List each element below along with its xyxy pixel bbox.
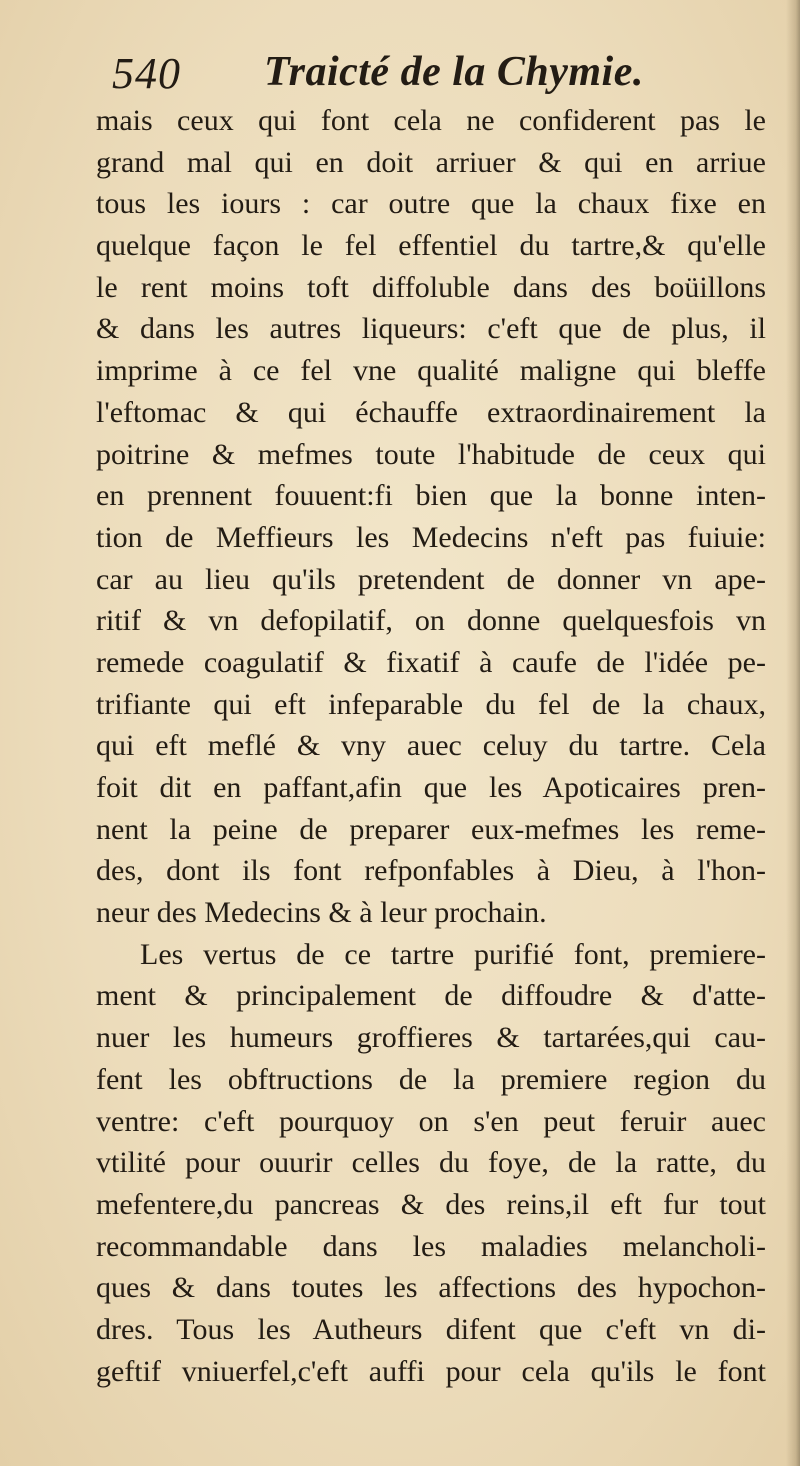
text-line: grand mal qui en doit arriuer & qui en arriue	[96, 145, 766, 179]
text-line: ment & principalement de diffoudre & d'atte-	[96, 979, 766, 1013]
text-line: car au lieu qu'ils pretendent de donner vn ape-	[96, 562, 766, 596]
text-line: vtilité pour ouurir celles du foye, de la ratte, du	[96, 1146, 766, 1180]
text-line: remede coagulatif & fixatif à caufe de l'idée pe-	[96, 645, 766, 679]
text-line: dres. Tous les Autheurs difent que c'eft vn di-	[96, 1312, 766, 1346]
text-line: ritif & vn defopilatif, on donne quelquesfois vn	[96, 604, 766, 638]
text-line: le rent moins toft diffoluble dans des boüillons	[96, 270, 766, 304]
text-line: geftif vniuerfel,c'eft auffi pour cela qu'ils le font	[96, 1354, 766, 1388]
text-line: mefentere,du pancreas & des reins,il eft fur tout	[96, 1187, 766, 1221]
text-line: tion de Meffieurs les Medecins n'eft pas fuiuie:	[96, 520, 766, 554]
text-line: poitrine & mefmes toute l'habitude de ceux qui	[96, 437, 766, 471]
text-line: l'eftomac & qui échauffe extraordinairement la	[96, 395, 766, 429]
text-line: qui eft meflé & vny auec celuy du tartre. Cela	[96, 729, 766, 763]
text-line: mais ceux qui font cela ne confiderent pas le	[96, 104, 766, 137]
text-line: nent la peine de preparer eux-mefmes les reme-	[96, 812, 766, 846]
text-line: nuer les humeurs groffieres & tartarées,qui cau-	[96, 1021, 766, 1055]
text-line: foit dit en paffant,afin que les Apoticaires pren-	[96, 771, 766, 804]
running-title: Traicté de la Chymie.	[264, 49, 644, 95]
text-line: recommandable dans les maladies melancholi-	[96, 1229, 766, 1263]
text-line-paragraph-start: Les vertus de ce tartre purifié font, premiere-	[140, 937, 766, 971]
text-line: tous les iours : car outre que la chaux fixe en	[96, 187, 766, 221]
text-line: en prennent fouuent:fi bien que la bonne inten-	[96, 479, 766, 513]
text-line: & dans les autres liqueurs: c'eft que de plus, il	[96, 312, 766, 346]
text-line: trifiante qui eft infeparable du fel de la chaux,	[96, 687, 766, 721]
text-line: ventre: c'eft pourquoy on s'en peut feruir auec	[96, 1104, 766, 1138]
page-header	[112, 48, 672, 108]
page-edge-shadow	[786, 0, 800, 1466]
text-line: imprime à ce fel vne qualité maligne qui bleffe	[96, 354, 766, 388]
text-line: ques & dans toutes les affections des hypochon-	[96, 1271, 766, 1305]
text-line: fent les obftructions de la premiere region du	[96, 1062, 766, 1096]
text-line: des, dont ils font refponfables à Dieu, à l'hon-	[96, 854, 766, 888]
page-number: 540	[112, 49, 181, 98]
text-line: quelque façon le fel effentiel du tartre,& qu'elle	[96, 229, 766, 263]
body-text	[96, 100, 766, 1392]
text-line-paragraph-end: neur des Medecins & à leur prochain.	[96, 896, 547, 930]
